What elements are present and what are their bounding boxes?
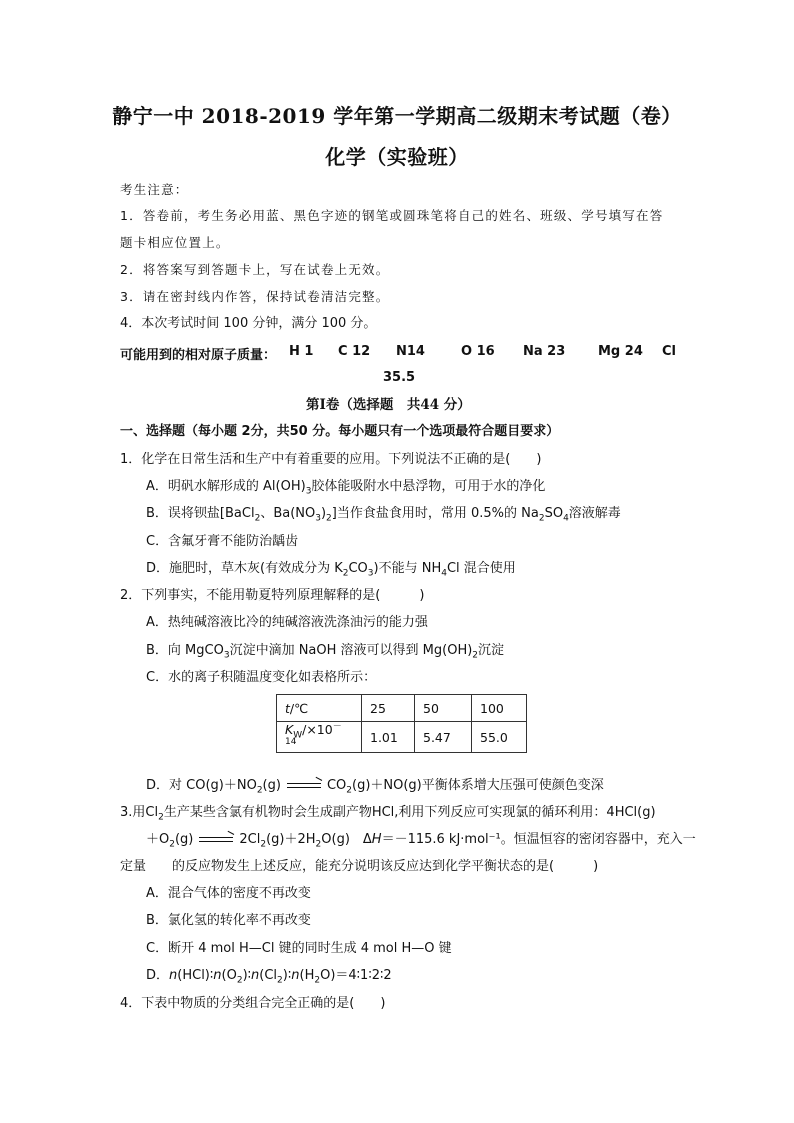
table-cell: 5.47 <box>415 722 472 753</box>
table-cell: 1.01 <box>362 722 415 753</box>
q3-option-a: A．混合气体的密度不再改变 <box>146 886 311 901</box>
kw-table <box>276 694 527 753</box>
q1-option-c: C．含氟牙膏不能防治龋齿 <box>146 534 299 549</box>
table-cell: 50 <box>415 695 472 722</box>
exam-title: 静宁一中 2018-2019 学年第一学期高二级期末考试题（卷） <box>112 104 682 128</box>
notice-item-1: 1．答卷前，考生务必用蓝、黑色字迹的钢笔或圆珠笔将自己的姓名、班级、学号填写在答 <box>120 208 664 223</box>
atomic-mass-cl: Cl <box>662 344 676 359</box>
equilibrium-arrow-icon <box>287 781 321 791</box>
q1-option-a: A．明矾水解形成的 $Al(OH)_3$胶体能吸附水中悬浮物，可用于水的净化 <box>146 479 546 497</box>
atomic-mass-mg: Mg 24 <box>598 344 643 359</box>
q1-option-b: B．误将钡盐[BaCl$_2$、$Ba(NO_3)_2$]当作食盐食用时，常用 0.5%的 $Na_2SO_4$溶液解毒 <box>146 506 621 524</box>
q2-option-b: B．向 MgCO$_3$沉淀中滴加 NaOH 溶液可以得到 $Mg(OH)_2$沉淀 <box>146 643 505 661</box>
equilibrium-arrow-icon <box>199 835 233 845</box>
q1-option-d: D．施肥时，草木灰(有效成分为 $K_2CO_3$)不能与 $NH_4Cl$ 混合使用 <box>146 561 516 579</box>
table-row <box>277 722 527 753</box>
atomic-mass-h: H 1 <box>289 344 314 359</box>
atomic-mass-label: 可能用到的相对原子质量： <box>120 348 277 363</box>
notice-item-4: 4．本次考试时间 100 分钟，满分 100 分。 <box>120 316 377 331</box>
table-header-cell: t/℃ <box>277 695 362 722</box>
q3-stem-line-1: 3.用$Cl_2$生产某些含氯有机物时会生成副产物HCl,利用下列反应可实现氯的循环利用：4HCl(g) <box>120 805 656 823</box>
q3-option-c: C．断开 4 mol H—Cl 键的同时生成 4 mol H—O 键 <box>146 941 452 956</box>
q2-option-d: D．对 $CO(g)+NO_2(g)$ $CO_2(g)+NO(g)$平衡体系增大压强可使颜色变深 <box>146 778 604 796</box>
q2-stem: 2．下列事实，不能用勒夏特列原理解释的是( ) <box>120 588 425 603</box>
atomic-mass-n: N14 <box>396 344 425 359</box>
atomic-mass-o: O 16 <box>461 344 495 359</box>
q2-option-c: C．水的离子积随温度变化如表格所示： <box>146 670 377 685</box>
table-header-cell: $K_W/\times 10^{-14}$ <box>277 722 362 753</box>
q3-option-b: B．氯化氢的转化率不再改变 <box>146 913 311 928</box>
table-cell: 100 <box>472 695 527 722</box>
q4-stem: 4．下表中物质的分类组合完全正确的是( ) <box>120 996 386 1011</box>
atomic-mass-na: Na 23 <box>523 344 566 359</box>
table-cell: 55.0 <box>472 722 527 753</box>
exam-subtitle: 化学（实验班） <box>325 145 469 169</box>
table-row <box>277 695 527 722</box>
q3-stem-line-2: $+O_2(g)$ $2Cl_2(g)+2H_2O(g)$ ΔH＝－115.6 kJ·mol⁻¹。恒温恒容的密闭容器中，充入一 <box>146 832 696 850</box>
notice-heading: 考生注意： <box>120 182 189 197</box>
q3-stem-line-3: 定量 的反应物发生上述反应，能充分说明该反应达到化学平衡状态的是( ) <box>120 859 599 874</box>
part-title: 第Ⅰ卷（选择题 共44 分） <box>306 397 471 413</box>
atomic-mass-c: C 12 <box>338 344 371 359</box>
q2-option-a: A．热纯碱溶液比冷的纯碱溶液洗涤油污的能力强 <box>146 615 428 630</box>
table-cell: 25 <box>362 695 415 722</box>
q1-stem: 1．化学在日常生活和生产中有着重要的应用。下列说法不正确的是( ) <box>120 452 542 467</box>
section-heading: 一、选择题（每小题 2分，共50 分。每小题只有一个选项最符合题目要求） <box>120 424 560 439</box>
notice-item-1-cont: 题卡相应位置上。 <box>120 235 230 250</box>
q3-option-d: D．$n(HCl)∶n(O_2)∶n(Cl_2)∶n(H_2O)=4∶1∶2∶2$ <box>146 968 392 986</box>
atomic-mass-cl-value: 35.5 <box>383 370 416 385</box>
notice-item-2: 2．将答案写到答题卡上，写在试卷上无效。 <box>120 262 390 277</box>
notice-item-3: 3．请在密封线内作答，保持试卷清洁完整。 <box>120 289 390 304</box>
